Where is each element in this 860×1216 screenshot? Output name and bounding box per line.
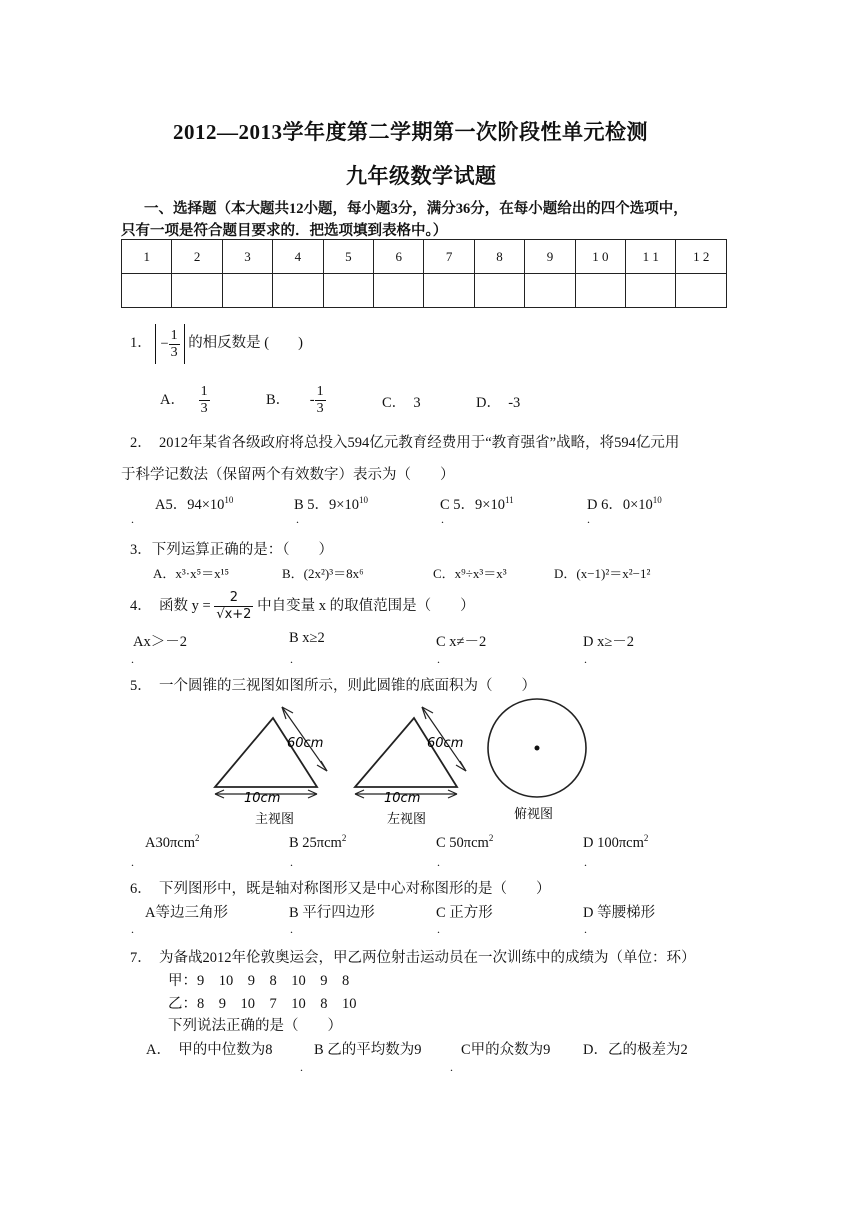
answer-cell[interactable] [323,274,373,308]
minus-sign: − [160,335,169,352]
exponent: 2 [488,833,494,843]
question-stem: 的相反数是 ( ) [188,335,303,351]
top-view-center-dot [535,746,540,751]
front-view-caption: 主视图 [255,812,295,827]
exponent: 10 [224,495,234,506]
header-cell: 1 0 [575,240,625,274]
question-7-ask: 下列说法正确的是（ ） [168,1018,342,1034]
option-d: D 等腰梯形 [583,905,656,921]
section-header-line2: 只有一项是符合题目要求的．把选项填到表格中。） [121,223,448,239]
question-4-stem [130,586,475,626]
header-cell: 8 [474,240,524,274]
option-b [289,833,346,852]
answer-cell[interactable] [525,274,575,308]
header-cell: 6 [374,240,424,274]
option-text: A30πcm [145,834,196,851]
answer-cell[interactable] [273,274,323,308]
absolute-value [155,324,184,364]
option-text: C 50πcm [436,834,489,851]
option-text: D 6．0×10 [587,497,653,513]
option-d [587,493,662,514]
option-a [160,379,210,421]
option-label: B． [266,392,291,408]
answer-table-header-row [122,240,727,274]
answer-cell[interactable] [676,274,727,308]
stray-dot: . [450,1060,453,1074]
stray-dot: . [300,1060,303,1074]
answer-cell[interactable] [374,274,424,308]
slant-length-label: 60cm [287,736,324,751]
exponent: 11 [504,495,514,506]
exponent: 10 [652,495,662,506]
header-cell: 4 [273,240,323,274]
exponent: 2 [643,833,649,843]
option-a: Ax＞－2 [133,634,187,650]
exam-title: 2012—2013学年度第二学期第一次阶段性单元检测 [173,120,648,144]
answer-cell[interactable] [575,274,625,308]
stray-dot: . [131,512,134,526]
stray-dot: . [584,652,587,666]
option-label: A． [160,392,185,408]
answer-cell[interactable] [122,274,172,308]
answer-cell[interactable] [222,274,272,308]
fraction-numerator: 1 [170,327,178,343]
answer-cell[interactable] [172,274,222,308]
stray-dot: . [296,512,299,526]
option-d: D x≥－2 [583,634,635,650]
negative-sign: - [309,392,315,408]
left-view-triangle [355,707,466,798]
header-cell: 2 [172,240,222,274]
option-a: A等边三角形 [145,905,228,921]
fraction-denominator: 3 [316,401,324,417]
stray-dot: . [441,512,444,526]
option-b: B 乙的平均数为9 [314,1042,422,1058]
option-c: C．x⁹÷x³＝x³ [433,566,507,581]
header-cell: 9 [525,240,575,274]
fraction-numerator: 2 [214,590,253,607]
fraction [199,384,210,417]
option-d: D．乙的极差为2 [583,1042,688,1058]
question-1 [130,323,303,363]
option-c: C甲的众数为9 [461,1042,551,1058]
option-b: B x≥2 [289,630,325,646]
header-cell: 1 [122,240,172,274]
fraction-denominator: 3 [170,344,178,360]
question-prefix: 4． 函数 y = [130,598,211,614]
option-d: D． -3 [476,395,521,411]
fraction-numerator: 1 [200,384,208,400]
stray-dot: . [437,855,440,869]
option-b [266,379,326,421]
base-length-label: 10cm [384,791,421,806]
fraction [214,590,253,623]
answer-cell[interactable] [424,274,474,308]
stray-dot: . [584,855,587,869]
fraction-denominator: √x+2 [216,607,252,623]
option-text: A5．94×10 [155,497,225,513]
exam-subtitle: 九年级数学试题 [346,164,497,188]
stray-dot: . [437,652,440,666]
base-length-label: 10cm [244,791,281,806]
left-view-caption: 左视图 [387,812,427,827]
question-2-line1: 2． 2012年某省各级政府将总投入594亿元教育经费用于“教育强省”战略，将594亿元用 [130,435,680,451]
front-view-triangle [215,707,327,798]
slant-length-label: 60cm [427,736,464,751]
question-number: 1． [130,335,152,351]
option-b: B．(2x²)³＝8x⁶ [282,566,364,581]
stray-dot: . [131,652,134,666]
stray-dot: . [290,652,293,666]
option-c: C． 3 [382,395,421,411]
section-header-line1: 一、选择题（本大题共12小题，每小题3分，满分36分，在每小题给出的四个选项中， [144,201,688,217]
option-text: B 5．9×10 [294,497,359,513]
question-2-line2: 于科学记数法（保留两个有效数字）表示为（ ） [121,467,455,483]
stray-dot: . [290,855,293,869]
exponent: 2 [195,833,200,843]
option-c: C x≠－2 [436,634,487,650]
question-5-stem: 5． 一个圆锥的三视图如图所示，则此圆锥的底面积为（ ） [130,678,536,694]
header-cell: 1 1 [626,240,676,274]
stray-dot: . [131,855,134,869]
stray-dot: . [131,922,134,936]
header-cell: 1 2 [676,240,727,274]
option-a: A．x³·x⁵＝x¹⁵ [153,566,230,581]
question-suffix: 中自变量 x 的取值范围是（ ） [257,598,475,614]
header-cell: 7 [424,240,474,274]
option-a: A． 甲的中位数为8 [146,1042,273,1058]
answer-cell[interactable] [626,274,676,308]
answer-table [121,239,727,308]
fraction-denominator: 3 [200,401,208,417]
fraction-numerator: 1 [316,384,324,400]
option-a [155,493,233,514]
exponent: 2 [341,833,347,843]
answer-cell[interactable] [474,274,524,308]
question-3-stem: 3．下列运算正确的是：（ ） [130,542,333,558]
athlete-yi-scores: 乙：8 9 10 7 10 8 10 [168,996,357,1012]
question-6-stem: 6． 下列图形中，既是轴对称图形又是中心对称图形的是（ ） [130,881,551,897]
option-c: C 正方形 [436,905,493,921]
stray-dot: . [587,512,590,526]
stray-dot: . [584,922,587,936]
exponent: 10 [358,495,368,506]
stray-dot: . [290,922,293,936]
fraction [169,328,180,361]
option-c [440,493,514,514]
stray-dot: . [437,922,440,936]
top-view-caption: 俯视图 [514,807,554,822]
header-cell: 5 [323,240,373,274]
header-cell: 3 [222,240,272,274]
option-d [583,833,648,852]
question-7-stem: 7． 为备战2012年伦敦奥运会，甲乙两位射击运动员在一次训练中的成绩为（单位：环） [130,950,696,966]
option-b [294,493,368,514]
option-text: D 100πcm [583,834,644,851]
option-a [145,833,200,852]
option-text: C 5．9×10 [440,497,505,513]
option-c [436,833,493,852]
option-d: D．(x−1)²＝x²−1² [554,566,651,581]
option-text: B 25πcm [289,834,342,851]
answer-table-answer-row [122,274,727,308]
fraction [315,384,326,417]
option-b: B 平行四边形 [289,905,375,921]
athlete-jia-scores: 甲：9 10 9 8 10 9 8 [168,973,350,989]
cone-three-views-figure [200,695,600,830]
